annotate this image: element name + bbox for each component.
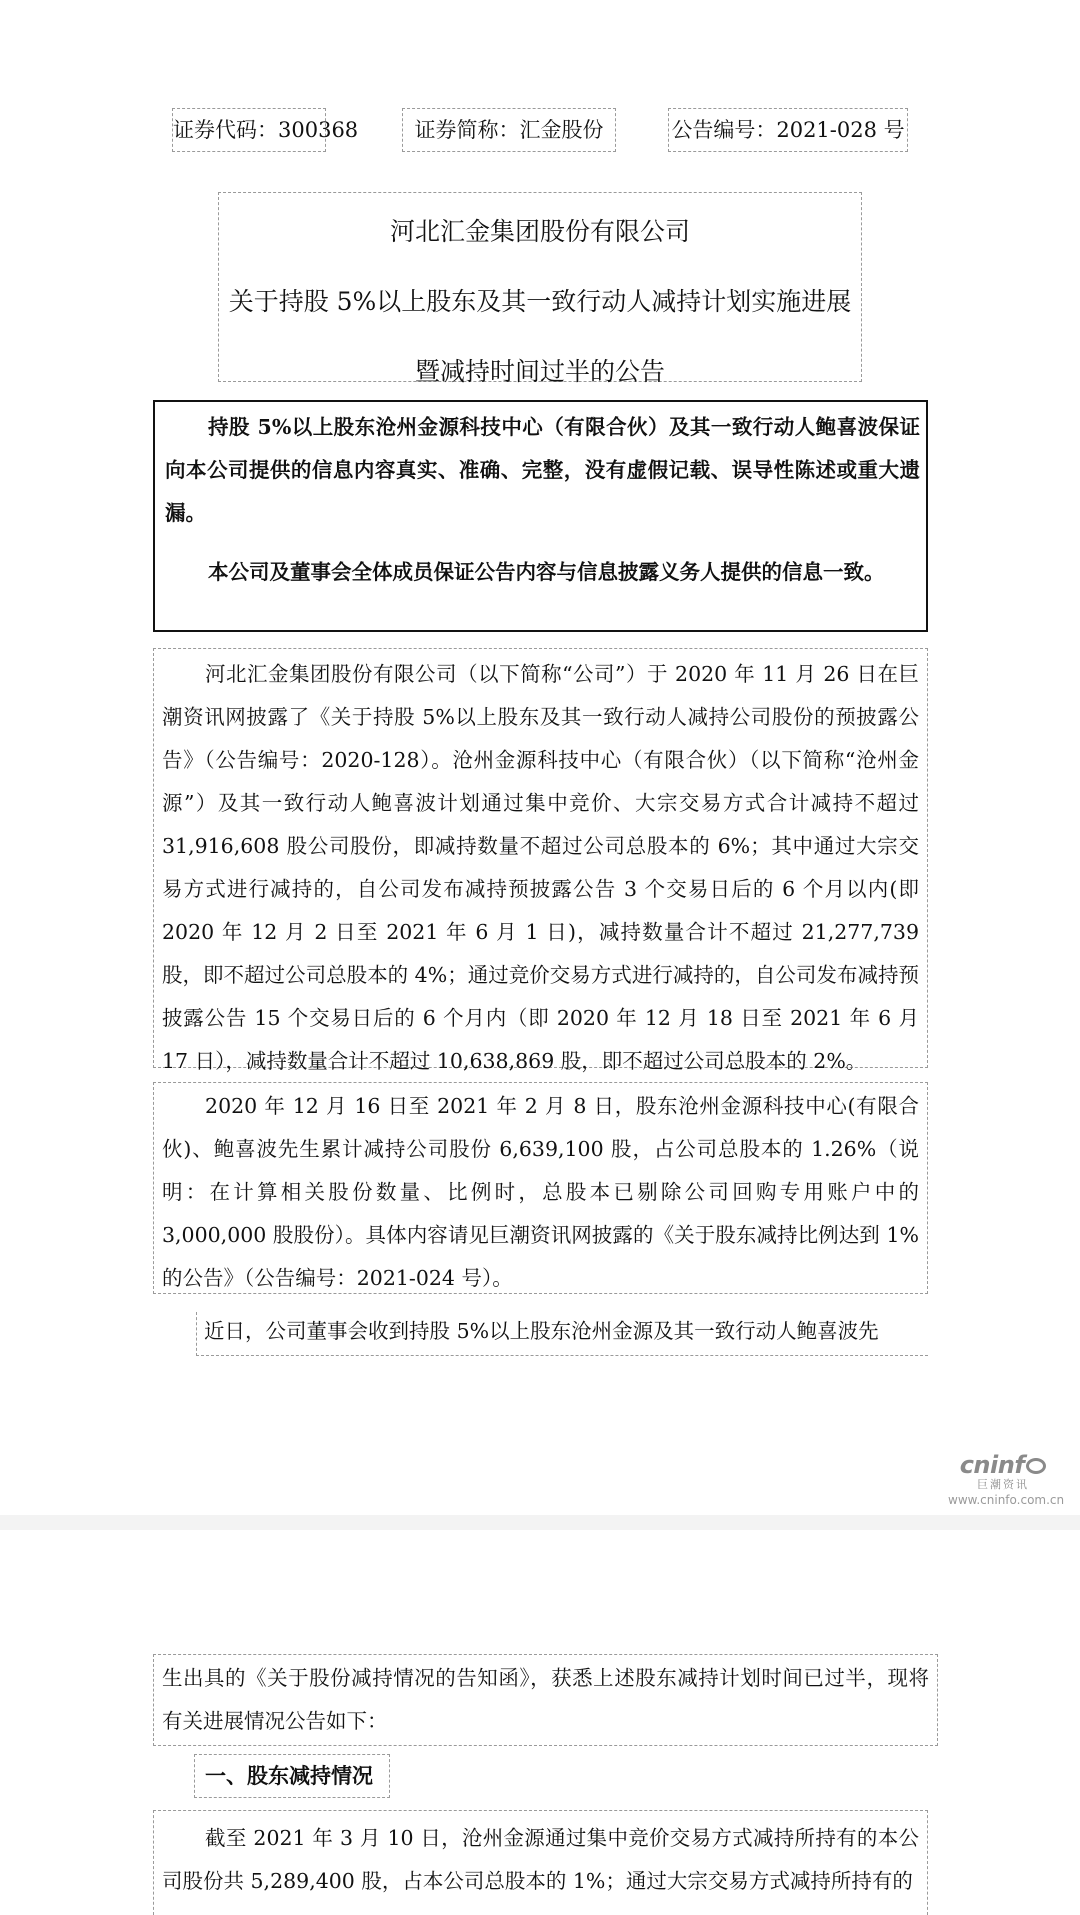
announcement-subtitle: 暨减持时间过半的公告 <box>414 357 665 386</box>
cninfo-chinese-name: 巨潮资讯 <box>977 1478 1029 1491</box>
body-paragraph-3-continued-text: 生出具的《关于股份减持情况的告知函》，获悉上述股东减持计划时间已过半，现将有关进展情况公告如下： <box>162 1666 929 1733</box>
body-paragraph-1 <box>153 648 928 1073</box>
cninfo-swirl-icon <box>1026 1458 1046 1474</box>
cninfo-logo <box>948 1451 1065 1508</box>
declaration-box <box>153 400 928 632</box>
body-paragraph-2 <box>153 1082 928 1294</box>
body-paragraph-1-text: 河北汇金集团股份有限公司（以下简称“公司”）于 2020 年 11 月 26 日在巨潮资讯网披露了《关于持股 5%以上股东及其一致行动人减持公司股份的预披露公告》（公告编号：2020-128）。沧州金源科技中心（有限合伙）（以下简称“沧州金源”）及其一致行动人鲍喜波计划通过集中竞价、大宗交易方式合计减持不超过 31,916,608 股公司股份，即减持数量不超过公司总股本的 6%；其中通过大宗交易方式进行减持的，自公司发布减持预披露公告 3 个交易日后的 6 个月以内(即 2020 年 12 月 2 日至 2021 年 6 月 1 日)，减持数量合计不超过 21,277,739 股，即不超过公司总股本的 4%；通过竞价交易方式进行减持的，自公司发布减持预披露公告 15 个交易日后的 6 个月内（即 2020 年 12 月 18 日至 2021 年 6 月 17 日），减持数量合计不超过 10,638,869 股，即不超过公司总股本的 2%。 <box>162 662 919 1073</box>
body-paragraph-2-text: 2020 年 12 月 16 日至 2021 年 2 月 8 日，股东沧州金源科技中心(有限合伙)、鲍喜波先生累计减持公司股份 6,639,100 股，占公司总股本的 1.26%（说明：在计算相关股份数量、比例时，总股本已剔除公司回购专用账户中的 3,000,000 股股份）。具体内容请见巨潮资讯网披露的《关于股东减持比例达到 1%的公告》（公告编号：2021-024 号）。 <box>162 1094 919 1290</box>
body-paragraph-3-text: 近日，公司董事会收到持股 5%以上股东沧州金源及其一致行动人鲍喜波先 <box>204 1319 879 1343</box>
declaration-board: 本公司及董事会全体成员保证公告内容与信息披露义务人提供的信息一致。 <box>208 560 885 584</box>
body-paragraph-4 <box>153 1810 928 1915</box>
company-name: 河北汇金集团股份有限公司 <box>389 217 690 246</box>
section-heading-1: 一、股东减持情况 <box>194 1754 390 1798</box>
title-block <box>218 192 862 386</box>
document-page-2 <box>0 1530 1080 1915</box>
cninfo-url: www.cninfo.com.cn <box>948 1493 1065 1507</box>
body-paragraph-3-continued <box>153 1654 938 1746</box>
declaration-shareholder: 持股 5%以上股东沧州金源科技中心（有限合伙）及其一致行动人鲍喜波保证向本公司提供的信息内容真实、准确、完整，没有虚假记载、误导性陈述或重大遗漏。 <box>165 415 920 525</box>
stock-code: 证券代码：300368 <box>172 108 326 152</box>
stock-name: 证券简称：汇金股份 <box>402 108 616 152</box>
announcement-title: 关于持股 5%以上股东及其一致行动人减持计划实施进展 <box>228 287 852 316</box>
cninfo-brand: cninf <box>948 1452 1058 1478</box>
body-paragraph-4-text: 截至 2021 年 3 月 10 日，沧州金源通过集中竞价交易方式减持所持有的本公司股份共 5,289,400 股，占本公司总股本的 1%；通过大宗交易方式减持所持有的 <box>162 1826 919 1893</box>
announcement-number: 公告编号：2021-028 号 <box>668 108 908 152</box>
paragraph-3-frame <box>196 1312 928 1356</box>
